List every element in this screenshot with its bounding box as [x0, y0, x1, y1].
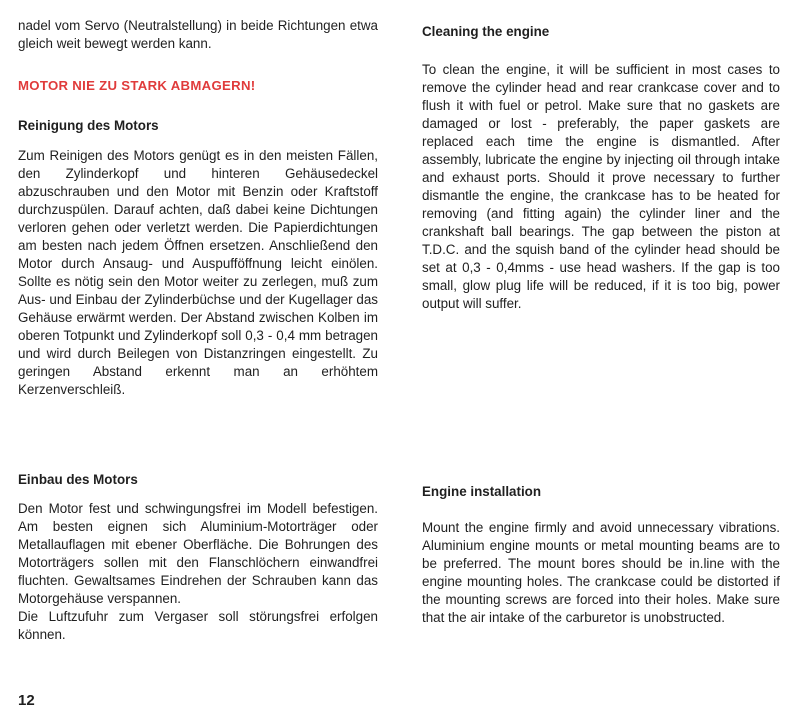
einbau-section — [18, 471, 378, 489]
cleaning-body-block — [422, 61, 780, 313]
einbau-heading: Einbau des Motors — [18, 472, 138, 487]
intro-paragraph: nadel vom Servo (Neutralstellung) in beide Richtungen etwa gleich weit bewegt werden kann. — [18, 18, 378, 52]
lean-mixture-warning: MOTOR NIE ZU STARK ABMAGERN! — [18, 78, 256, 93]
installation-heading: Engine installation — [422, 484, 542, 499]
installation-section — [422, 483, 780, 501]
warning-block — [18, 77, 378, 95]
installation-body-block — [422, 519, 780, 627]
intro-paragraph-block — [18, 17, 378, 53]
page-number: 12 — [18, 692, 35, 709]
cleaning-paragraph: To clean the engine, it will be sufficient in most cases to remove the cylinder head and rear crankcase cover and to flush it with fuel or petrol. Make sure that no gaskets are damaged or lost - preferably, the paper gaskets are replaced each time the engine is dismantled. After assembly, lubricate the engine by injecting oil through intake and exhaust ports. Should it prove necessary to further dismantle the engine, the crankcase has to be heated for removing (and fitting again) the cylinder liner and the crankshaft ball bearings. The gap between the piston at T.D.C. and the squish band of the cylinder head should be set at 0,3 - 0,4mms - use head washers. If the gap is too small, glow plug life will be reduced, if it is too big, power output will suffer. — [422, 62, 780, 311]
cleaning-section — [422, 23, 780, 41]
einbau-paragraph: Den Motor fest und schwingungsfrei im Modell befestigen. Am besten eignen sich Aluminium-Motorträger oder Metallauflagen mit ebener Oberfläche. Die Bohrungen des Motorträgers sollen mit den Flanschlöchern einwandfrei fluchten. Gewaltsames Eindrehen der Schrauben kann das Motorgehäuse verspannen. — [18, 501, 378, 606]
reinigung-body-block — [18, 147, 378, 399]
einbau-body-block — [18, 500, 378, 644]
installation-paragraph: Mount the engine firmly and avoid unnecessary vibrations. Aluminium engine mounts or metal mounting beams are to be preferred. The mount bores should be in.line with the engine mounting holes. The crankcase could be distorted if the mounting screws are forced into their holes. Make sure that the air intake of the carburetor is unobstructed. — [422, 520, 780, 625]
cleaning-heading: Cleaning the engine — [422, 24, 550, 39]
reinigung-heading: Reinigung des Motors — [18, 118, 159, 133]
einbau-paragraph-2: Die Luftzufuhr zum Vergaser soll störungsfrei erfolgen können. — [18, 609, 378, 642]
reinigung-paragraph: Zum Reinigen des Motors genügt es in den meisten Fällen, den Zylinderkopf und hinteren Gehäusedeckel abzuschrauben und den Motor mit Benzin oder Kraftstoff durchzuspülen. Darauf achten, daß dabei keine Dichtungen verloren gehen oder verletzt werden. Die Papierdichtungen am besten nach jedem Öffnen ersetzen. Anschließend den Motor durch Ansaug- und Auspufföffnung leicht einölen. Sollte es nötig sein den Motor weiter zu zerlegen, muß zum Aus- und Einbau der Zylinderbüchse und der Kugellager das Gehäuse erwärmt werden. Der Abstand zwischen Kolben im oberen Totpunkt und Zylinderkopf soll 0,3 - 0,4 mm betragen und wird durch Beilegen von Distanzringen eingestellt. Zu geringen Abstand erkennt man an erhöhtem Kerzenverschleiß. — [18, 148, 378, 397]
reinigung-section — [18, 117, 378, 135]
